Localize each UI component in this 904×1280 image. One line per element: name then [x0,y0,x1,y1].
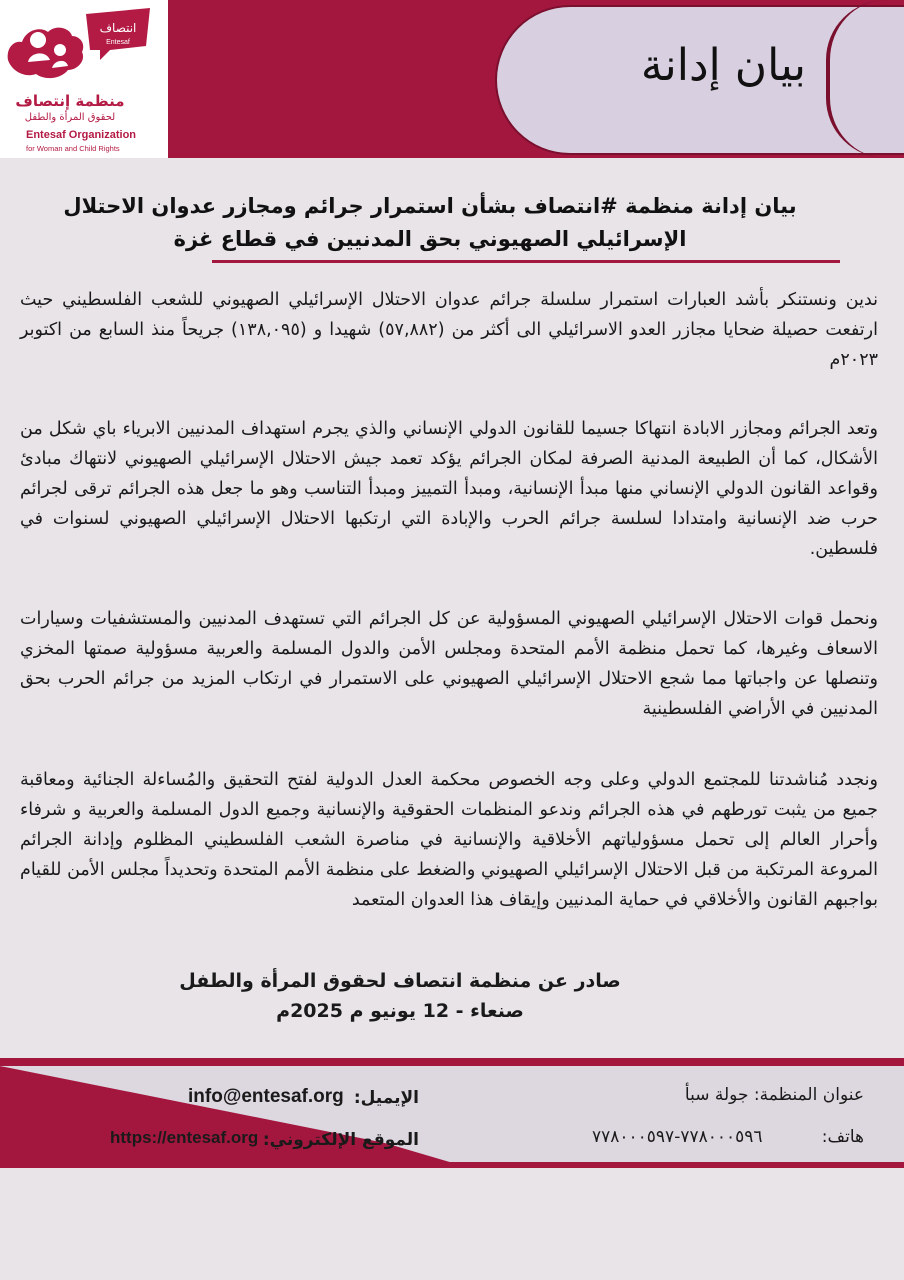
paragraph-2: وتعد الجرائم ومجازر الابادة انتهاكا جسيما للقانون الدولي الإنساني والذي يجرم استهداف المدنيين الابرياء باي شكل من الأشكال، كما أن الطبيعة المدنية الصرفة لمكان الجرائم يؤكد تعمد جيش الاحتلال الإسرائيلي الصهيوني لانتهاك مبادئ وقواعد القانون الدولي الإنساني منها مبدأ الإنسانية، ومبدأ التمييز ومبدأ التناسب وهو ما جعل هذه الجرائم ترقى لجرائم حرب ضد الإنسانية وامتدادا لسلسة جرائم الحرب والإبادة التي ارتكبها الاحتلال الإسرائيلي الصهيوني لسنوات في فلسطين. [20,419,878,559]
logo-name-ar: منظمة إنتصاف [15,92,125,110]
organization-logo [0,0,168,158]
logo-tagline-ar: لحقوق المرأة والطفل [24,112,116,123]
paragraph-1: ندين ونستنكر بأشد العبارات استمرار سلسلة جرائم عدوان الاحتلال الإسرائيلي الصهيوني للشعب الفلسطيني حيث ارتفعت حصيلة ضحايا مجازر العدو الاسرائيلي الى أكثر من (٥٧,٨٨٢) شهيدا و (١٣٨,٠٩٥) جريحاً منذ السابع من اكتوبر ٢٠٢٣م [20,290,878,370]
footer-wedge-decoration [0,1058,470,1168]
footer-phone-label: هاتف: [821,1127,864,1147]
footer-phone-value: ٧٧٨٠٠٠٥٩٦-٧٧٨٠٠٠٥٩٧ [592,1127,763,1147]
footer-email-link[interactable]: info@entesaf.org [188,1086,344,1107]
headline-line-1: بيان إدانة منظمة #انتصاف بشأن استمرار جرائم ومجازر عدوان الاحتلال [63,194,797,218]
svg-text:Entesaf: Entesaf [106,39,130,46]
issuer-line: صادر عن منظمة انتصاف لحقوق المرأة والطفل [179,970,621,992]
logo-tagline-en: for Woman and Child Rights [26,144,120,153]
footer-website-link[interactable]: https://entesaf.org [110,1128,259,1147]
logo-name-en: Entesaf Organization [26,129,137,141]
paragraph-3: ونحمل قوات الاحتلال الإسرائيلي الصهيوني المسؤولية عن كل الجرائم التي تستهدف المدنيين والمستشفيات وسيارات الاسعاف وغيرها، كما تحمل منظمة الأمم المتحدة ومجلس الأمن والدول المسلمة والعربية مسؤولية صمتها المخزي وتنصلها عن واجباتها مما شجع الاحتلال الإسرائيلي الصهيوني على الاستمرار في ارتكاب المزيد من جرائم الحرب بحق المدنيين في الأراضي الفلسطينية [20,609,878,719]
headline-line-2: الإسرائيلي الصهيوني بحق المدنيين في قطاع غزة [173,227,687,251]
headline-underline [212,260,840,263]
page-title: بيان إدانة [640,40,806,91]
statement-headline [40,190,820,256]
logo-emblem-icon [0,0,168,100]
title-arc-decoration [826,0,904,158]
paragraph-4: ونجدد مُناشدتنا للمجتمع الدولي وعلى وجه الخصوص محكمة العدل الدولية لفتح التحقيق والمُساءلة الجنائية ومعاقبة جميع من يثبت تورطهم في هذه الجرائم وندعو المنظمات الحقوقية والإنسانية وجميع الدول المسلمة والعربية و شرفاء وأحرار العالم إلى تحمل مسؤولياتهم الأخلاقية والإنسانية في مناصرة الشعب الفلسطيني المظلوم وإدانة الجرائم المروعة المرتكبة من قبل الاحتلال الإسرائيلي الصهيوني والضغط على منظمة الأمم المتحدة وتحديداً مجلس الأمن للقيام بواجبهم القانون والأخلاقي في حماية المدنيين وإيقاف هذا العدوان المتعمد [20,770,878,910]
footer-address: عنوان المنظمة: جولة سبأ [684,1085,864,1105]
footer-email-label: الإيميل: [353,1088,419,1108]
place-date-line: صنعاء - 12 يونيو م 2025م [276,1000,524,1022]
svg-text:انتصاف: انتصاف [99,21,137,35]
footer-website-label: الموقع الإلكتروني: [262,1130,419,1150]
